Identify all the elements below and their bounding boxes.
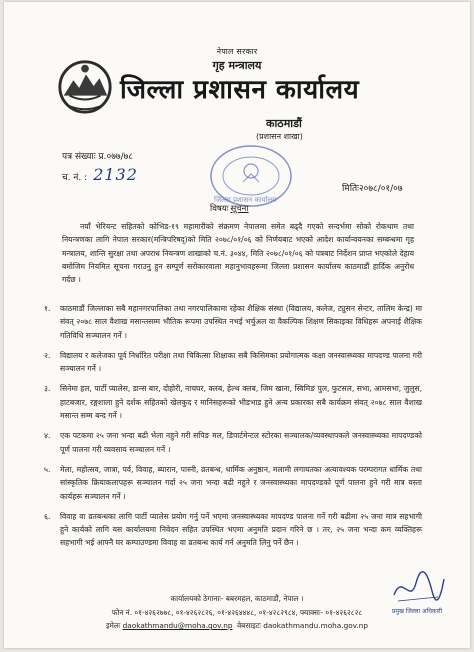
- footer-address: कार्यालयको ठेगानाः- बबरमहल, काठमाडौं, नेपाल ।: [170, 594, 304, 603]
- government-line: नेपाल सरकार: [216, 47, 258, 56]
- intro-paragraph: नयाँ भेरियन्ट सहितको कोभिड-१९ महामारीको संक्रमण नेपालमा समेत बढ्दै गएको सन्दर्भमा सोको रोकथाम तथा नियन्त्रणका लागि नेपाल सरकार(मन्त्रिपरिषद्)को मिति २०७८/०१/०६ को निर्णयबाट भएको आदेश कार्यान्वयनका सम्बन्धमा गृह मन्त्रालय, शान्ति सुरक्षा तथा अपराध नियन्त्रण शाखाको च.नं. ३०४४, मिति २०७८/०१/०६ को पत्रबाट निर्देशन प्राप्त भएकोले देहाय बमोजिम नियमित सूचना गराउनु हुन सम्पूर्ण सरोकारवाला महानुभावहरूमा जिल्ला प्रशासन कार्यालय काठमाडौं हार्दिक अनुरोध गर्दछ ।: [62, 222, 414, 285]
- list-item: ६. विवाह वा व्रतबन्धका लागि पार्टी प्यालेस प्रयोग गर्नु पर्ने भएमा जनस्वास्थ्यका मापदण्ड पालना गर्ने गरी बढीमा २५ जना मात्र सहभागी हुने कार्यको लागि यस कार्यालयमा निवेदन सहित उपस्थित भएमा अनुमति प्रदान गरिने छ । तर, २५ जना भन्दा कम व्यक्तिहरू सहभागी भई आफ्नै घर कम्पाउण्डमा विवाह वा व्रतबन्ध कार्य गर्न अनुमति लिनु पर्ने छैन ।: [44, 511, 422, 548]
- office-branch: (प्रशासन शाखा): [256, 132, 303, 141]
- reference-number: पत्र संख्याः प्र.०७७/७८: [62, 152, 133, 162]
- list-item: ४. एक पटकमा २५ जना भन्दा बढी भेला नहुने गरी सपिङ मल, डिपार्टमेन्टल स्टोरका सञ्चालक/व्यवस्थापकले जनस्वास्थ्यका मापदण्डको पूर्ण पालना गरी व्यवसाय सञ्चालन गर्ने ।: [44, 431, 422, 454]
- list-item: १. काठमाडौं जिल्लाका सबै महानगरपालिका तथा नगरपालिकामा रहेका शैक्षिक संस्था (विद्यालय, कलेज, ट्युसन सेन्टर, तालिम केन्द्र) मा संवत् २०७८ साल वैशाख मसान्तसम्म भौतिक रूपमा उपस्थित नभई भर्चुअल वा वैकल्पिक शिक्षण सिकाइका विधिहरू अपनाई शैक्षिक गतिविधि सञ्चालन गर्ने ।: [44, 304, 422, 340]
- letter-subject: विषयः सूचना: [210, 204, 249, 214]
- directive-list: [42, 302, 422, 557]
- signatory-title: प्रमुख जिल्ला अधिकारी: [392, 608, 443, 615]
- dispatch-number: च. नं. : 2132: [62, 165, 138, 184]
- ministry-line: गृह मन्त्रालय: [212, 59, 262, 72]
- stamp-ring-text: जिल्ला प्रशासन कार्यालय: [214, 196, 277, 204]
- list-item: ५. मेला, महोत्सव, जात्रा, पर्व, विवाह, ब्यारान, पास्नी, व्रतबन्ध, धार्मिक अनुष्ठान, मलामी लगायतका अत्यावश्यक परम्परागत धार्मिक तथा सांस्कृतिक क्रियाकलापहरू सञ्चालन गर्दा २५ जना भन्दा बढी नहुने र जनस्वास्थ्यका मापदण्डको पूर्ण पालना हुने गरी मात्र यस्ता कार्यहरू सञ्चालन गर्ने ।: [44, 464, 422, 501]
- list-item: ३. सिनेमा हल, पार्टी प्यालेस, डान्स बार, दोहोरी, नाचघर, क्लब, हेल्थ क्लब, जिम खाना, स्विमिङ पुल, फुटसल, सभा, आमसभा, जुलुस, हाटबजार, रङ्गशाला हुने दर्शक सहितको खेलकुद र मानिसहरूको भीडभाड हुने अन्य प्रकारका सबै कार्यक्रम संवत् २०७८ साल वैशाख मसान्त सम्म बन्द गर्ने ।: [44, 384, 422, 421]
- website-link[interactable]: daokathmandu.moha.gov.np: [263, 621, 369, 630]
- letter-date: मितिः२०७८/०१/०७: [342, 184, 403, 194]
- footer-phones: फोन नं. ०१-४२६२७७८, ०१-४२६२८२६, ०१-४२६४४४८, ०१-४२८२९८४, फ्याक्सः- ०१-४२६२८२८: [111, 607, 363, 617]
- office-stamp-icon: [200, 138, 302, 210]
- letter-footer: [4, 592, 470, 633]
- office-city: काठमाडौं: [266, 117, 302, 130]
- email-link[interactable]: daokathmandu@moha.gov.np: [122, 621, 233, 630]
- document-page: [4, 2, 470, 648]
- nepal-emblem-icon: [56, 57, 114, 115]
- footer-contact: इमेलः daokathmandu@moha.gov.np वेबसाइटः daokathmandu.moha.gov.np: [105, 621, 369, 630]
- office-title: जिल्ला प्रशासन कार्यालय: [120, 75, 360, 105]
- list-item: २. विद्यालय र कलेजका पूर्व निर्धारित परीक्षा तथा चिकित्सा शिक्षाका सबै किसिमका प्रयोगात्मक कक्षा जनस्वास्थ्यका मापदण्ड पालना गरी सञ्चालन गर्ने ।: [44, 350, 422, 374]
